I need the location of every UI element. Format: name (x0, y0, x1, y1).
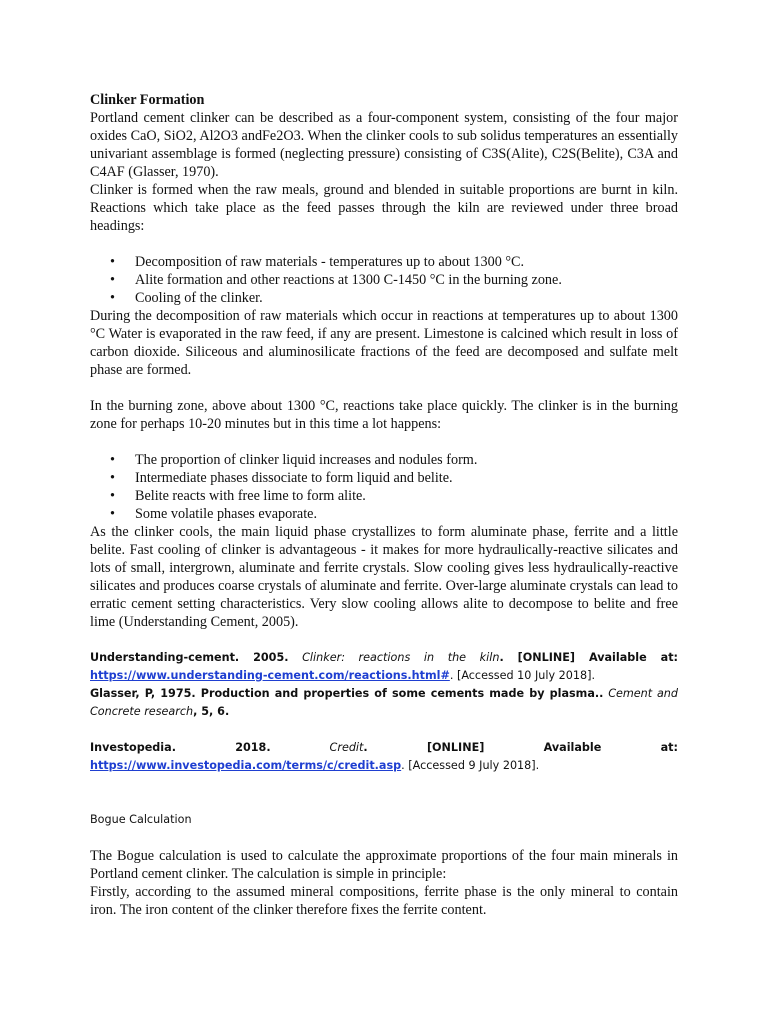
ref-author-year: Understanding-cement. 2005. (90, 651, 289, 664)
paragraph: Clinker is formed when the raw meals, ground and blended in suitable proportions are burnt in kiln. Reactions which take place as the feed passes through the kiln are reviewed under three broad headings: (90, 182, 678, 234)
reference-investopedia (90, 739, 678, 775)
bullet-list (90, 253, 678, 307)
paragraph: The Bogue calculation is used to calculate the approximate proportions of the four main minerals in Portland cement clinker. The calculation is simple in principle: (90, 848, 678, 882)
ref-online: . [ONLINE] Available at: (363, 741, 678, 754)
ref-title: Clinker: reactions in the kiln (302, 651, 500, 664)
reference-understanding-cement (90, 649, 678, 685)
list-item: • Alite formation and other reactions at 1300 C-1450 °C in the burning zone. (90, 271, 678, 289)
section-title-bogue-calculation: Bogue Calculation (90, 813, 192, 826)
document-page (90, 91, 678, 919)
ref-text: Glasser, P, 1975. Production and properties of some cements made by plasma.. (90, 687, 604, 700)
ref-author-year: Investopedia. 2018. (90, 741, 271, 754)
ref-title: Credit (329, 741, 364, 754)
reference-glasser (90, 685, 678, 721)
paragraph: During the decomposition of raw materials which occur in reactions at temperatures up to about 1300 °C Water is evaporated in the raw feed, if any are present. Limestone is calcined which result in loss of carbon dioxide. Siliceous and aluminosilicate fractions of the feed are decomposed and sulfate melt phase are formed. (90, 308, 678, 378)
paragraph: Portland cement clinker can be described as a four-component system, consisting of the four major oxides CaO, SiO2, Al2O3 andFe2O3. When the clinker cools to sub solidus temperatures an essentially univariant assemblage is formed (neglecting pressure) consisting of C3S(Alite), C2S(Belite), C3A and C4AF (Glasser, 1970). (90, 110, 678, 180)
paragraph: In the burning zone, above about 1300 °C, reactions take place quickly. The clinker is in the burning zone for perhaps 10-20 minutes but in this time a lot happens: (90, 398, 678, 432)
paragraph: Firstly, according to the assumed mineral compositions, ferrite phase is the only mineral to contain iron. The iron content of the clinker therefore fixes the ferrite content. (90, 884, 678, 918)
ref-online: . [ONLINE] Available at: (499, 651, 679, 664)
ref-accessed: . [Accessed 10 July 2018]. (449, 669, 596, 682)
ref-accessed: . [Accessed 9 July 2018]. (401, 759, 540, 772)
list-item: • Cooling of the clinker. (90, 289, 678, 307)
ref-journal: Cement and Concrete research (90, 687, 678, 718)
list-item: • Intermediate phases dissociate to form liquid and belite. (90, 469, 678, 487)
list-item: • Some volatile phases evaporate. (90, 505, 678, 523)
list-item: • Decomposition of raw materials - temperatures up to about 1300 °C. (90, 253, 678, 271)
section-title-clinker-formation: Clinker Formation (90, 92, 205, 108)
ref-tail: , 5, 6. (193, 705, 230, 718)
list-item: • The proportion of clinker liquid increases and nodules form. (90, 451, 678, 469)
reference-link[interactable]: https://www.understanding-cement.com/reactions.html# (90, 669, 450, 682)
list-item: • Belite reacts with free lime to form alite. (90, 487, 678, 505)
reference-link[interactable]: https://www.investopedia.com/terms/c/credit.asp (90, 759, 402, 772)
bullet-list (90, 451, 678, 523)
paragraph: As the clinker cools, the main liquid phase crystallizes to form aluminate phase, ferrite and a little belite. Fast cooling of clinker is advantageous - it makes for more hydraulically-reactive silicates and lots of small, intergrown, aluminate and ferrite crystals. Slow cooling gives less hydraulically-reactive silicates and produces coarse crystals of aluminate and ferrite. Over-large aluminate crystals can lead to erratic cement setting characteristics. Very slow cooling allows alite to decompose to belite and free lime (Understanding Cement, 2005). (90, 524, 678, 630)
